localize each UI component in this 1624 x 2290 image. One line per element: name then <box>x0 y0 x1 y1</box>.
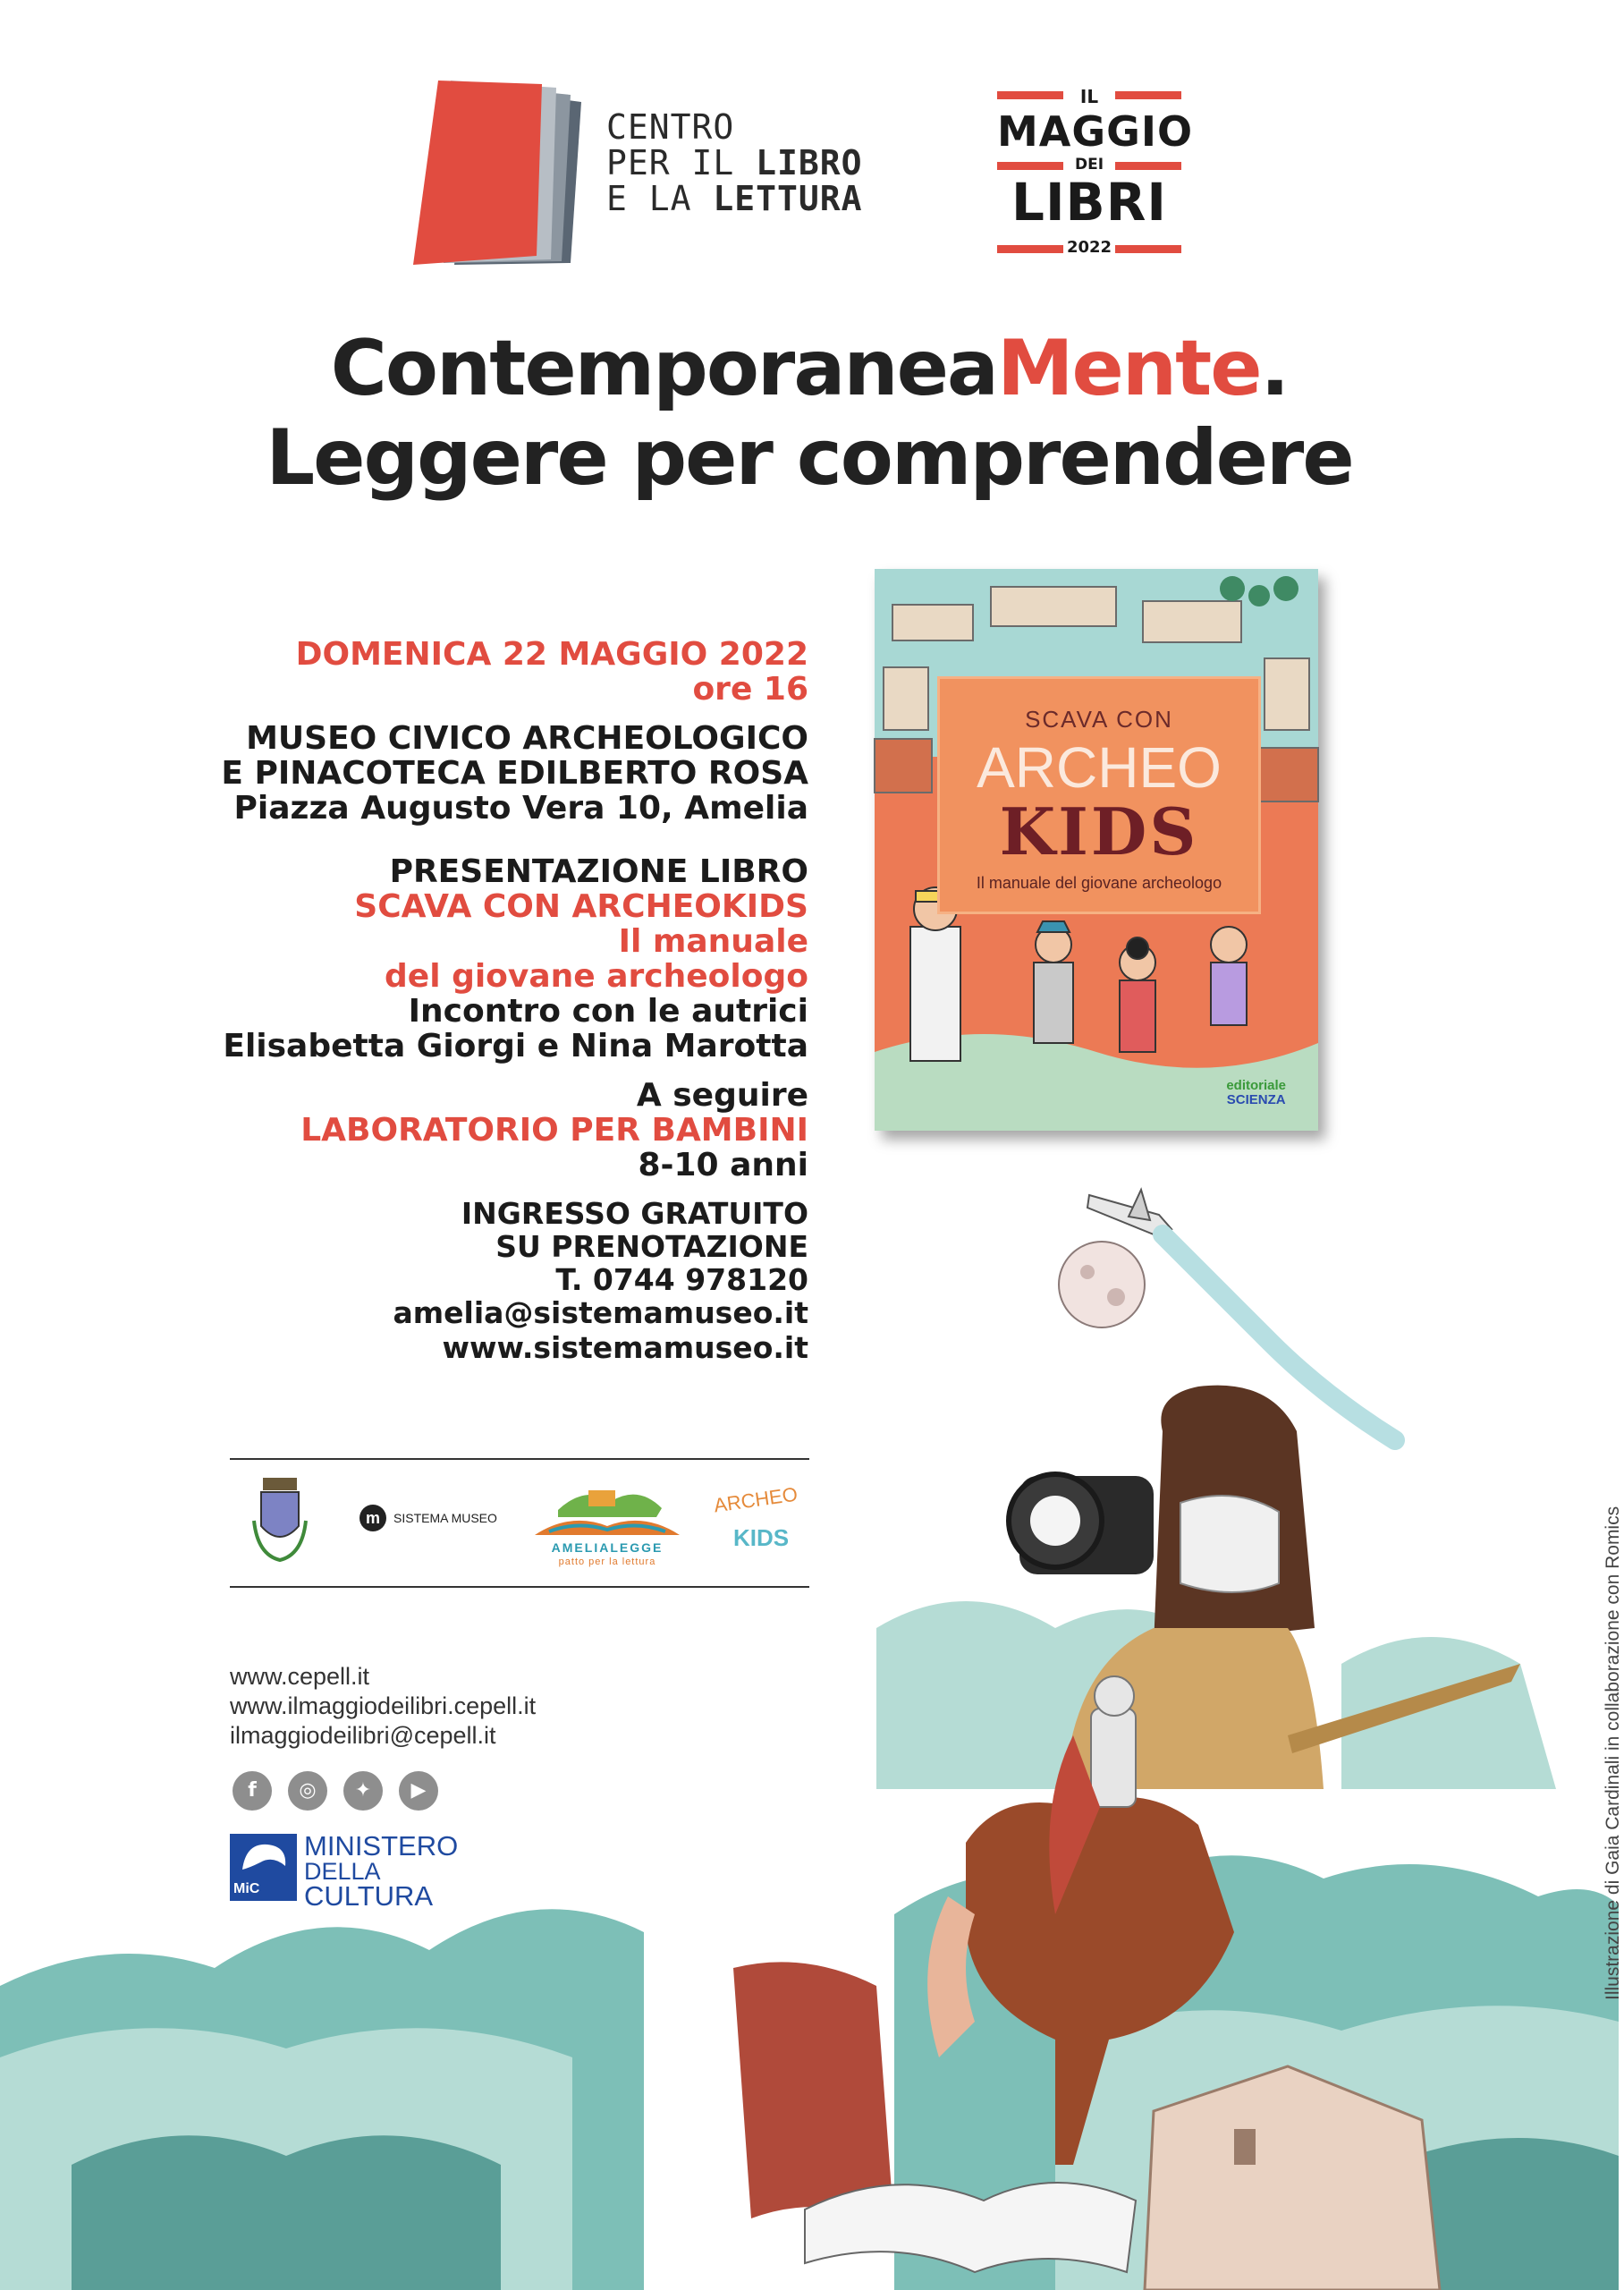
lab-ages: 8-10 anni <box>638 1147 808 1183</box>
web-link[interactable]: www.sistemamuseo.it <box>442 1330 808 1365</box>
book-cover <box>875 569 1318 1131</box>
archeokids-kids: KIDS <box>733 1524 790 1551</box>
entry-line2: SU PRENOTAZIONE <box>495 1229 808 1264</box>
sistema-museo-icon: m <box>359 1505 386 1531</box>
archeokids-archeo: ARCHEO <box>712 1482 799 1517</box>
lab-label: LABORATORIO PER BAMBINI <box>300 1112 808 1149</box>
entry-line1: INGRESSO GRATUITO <box>461 1196 808 1231</box>
amelialegge-label: AMELIALEGGE <box>551 1540 664 1555</box>
youtube-icon[interactable]: ▶ <box>399 1771 438 1811</box>
meet-authors-line2: Elisabetta Giorgi e Nina Marotta <box>223 1028 808 1064</box>
cepell-line3: E LA LETTURA <box>606 179 863 218</box>
book-title-line2: Il manuale <box>618 923 808 960</box>
venue-line1: MUSEO CIVICO ARCHEOLOGICO <box>246 720 808 757</box>
amelialegge-sub: patto per la lettura <box>558 1556 656 1567</box>
book-cover-publisher: editoriale SCIENZA <box>1226 1078 1286 1107</box>
event-time: ore 16 <box>692 671 808 708</box>
phone: T. 0744 978120 <box>555 1262 808 1297</box>
book-cover-title-panel <box>937 676 1261 914</box>
link-cepell[interactable]: www.cepell.it <box>230 1663 370 1690</box>
link-maggio[interactable]: www.ilmaggiodeilibri.cepell.it <box>230 1692 537 1719</box>
book-cover-archeo: ARCHEO <box>977 735 1222 800</box>
maggio-word: MAGGIO <box>997 107 1194 156</box>
book-cover-kids: KIDS <box>999 793 1199 869</box>
twitter-icon[interactable]: ✦ <box>343 1771 383 1811</box>
title-line1: ContemporaneaMente. <box>330 324 1289 413</box>
presentation-label: PRESENTAZIONE LIBRO <box>389 853 808 890</box>
mic-mark-icon: MiC <box>230 1834 297 1901</box>
maggio-dei-libri-logo <box>997 86 1194 258</box>
link-email[interactable]: ilmaggiodeilibri@cepell.it <box>230 1722 496 1749</box>
cepell-line2: PER IL LIBRO <box>606 143 863 182</box>
maggio-il: IL <box>1079 86 1099 107</box>
meet-authors-line1: Incontro con le autrici <box>408 993 808 1030</box>
email-link[interactable]: amelia@sistemamuseo.it <box>393 1295 808 1330</box>
venue-address: Piazza Augusto Vera 10, Amelia <box>233 790 808 827</box>
cepell-line1: CENTRO <box>606 107 735 147</box>
page-title <box>0 324 1619 503</box>
book-cover-top: SCAVA CON <box>1025 706 1173 733</box>
maggio-libri: LIBRI <box>1011 172 1167 233</box>
title-line2: Leggere per comprendere <box>266 413 1353 503</box>
mic-text: MINISTERO DELLA CULTURA <box>304 1830 459 1912</box>
venue-line2: E PINACOTECA EDILBERTO ROSA <box>221 755 808 792</box>
event-date: DOMENICA 22 MAGGIO 2022 <box>295 636 808 673</box>
sistema-museo-label: SISTEMA MUSEO <box>393 1511 497 1525</box>
illustration-credit: Illustrazione di Gaia Cardinali in collaborazione con Romics <box>1603 1505 1623 2000</box>
cepell-logo-icon <box>411 79 599 267</box>
moon-icon <box>1059 1242 1145 1327</box>
follow-label: A seguire <box>636 1077 808 1114</box>
maggio-year: 2022 <box>1066 238 1112 257</box>
facebook-icon[interactable]: f <box>233 1771 272 1811</box>
instagram-icon[interactable]: ◎ <box>288 1771 327 1811</box>
poster-illustration <box>0 1163 1619 2290</box>
cepell-name <box>606 109 863 216</box>
book-title-line1: SCAVA CON ARCHEOKIDS <box>354 888 808 925</box>
book-cover-subtitle: Il manuale del giovane archeologo <box>976 874 1222 892</box>
book-title-line3: del giovane archeologo <box>385 958 808 995</box>
maggio-dei: DEI <box>1074 156 1104 174</box>
